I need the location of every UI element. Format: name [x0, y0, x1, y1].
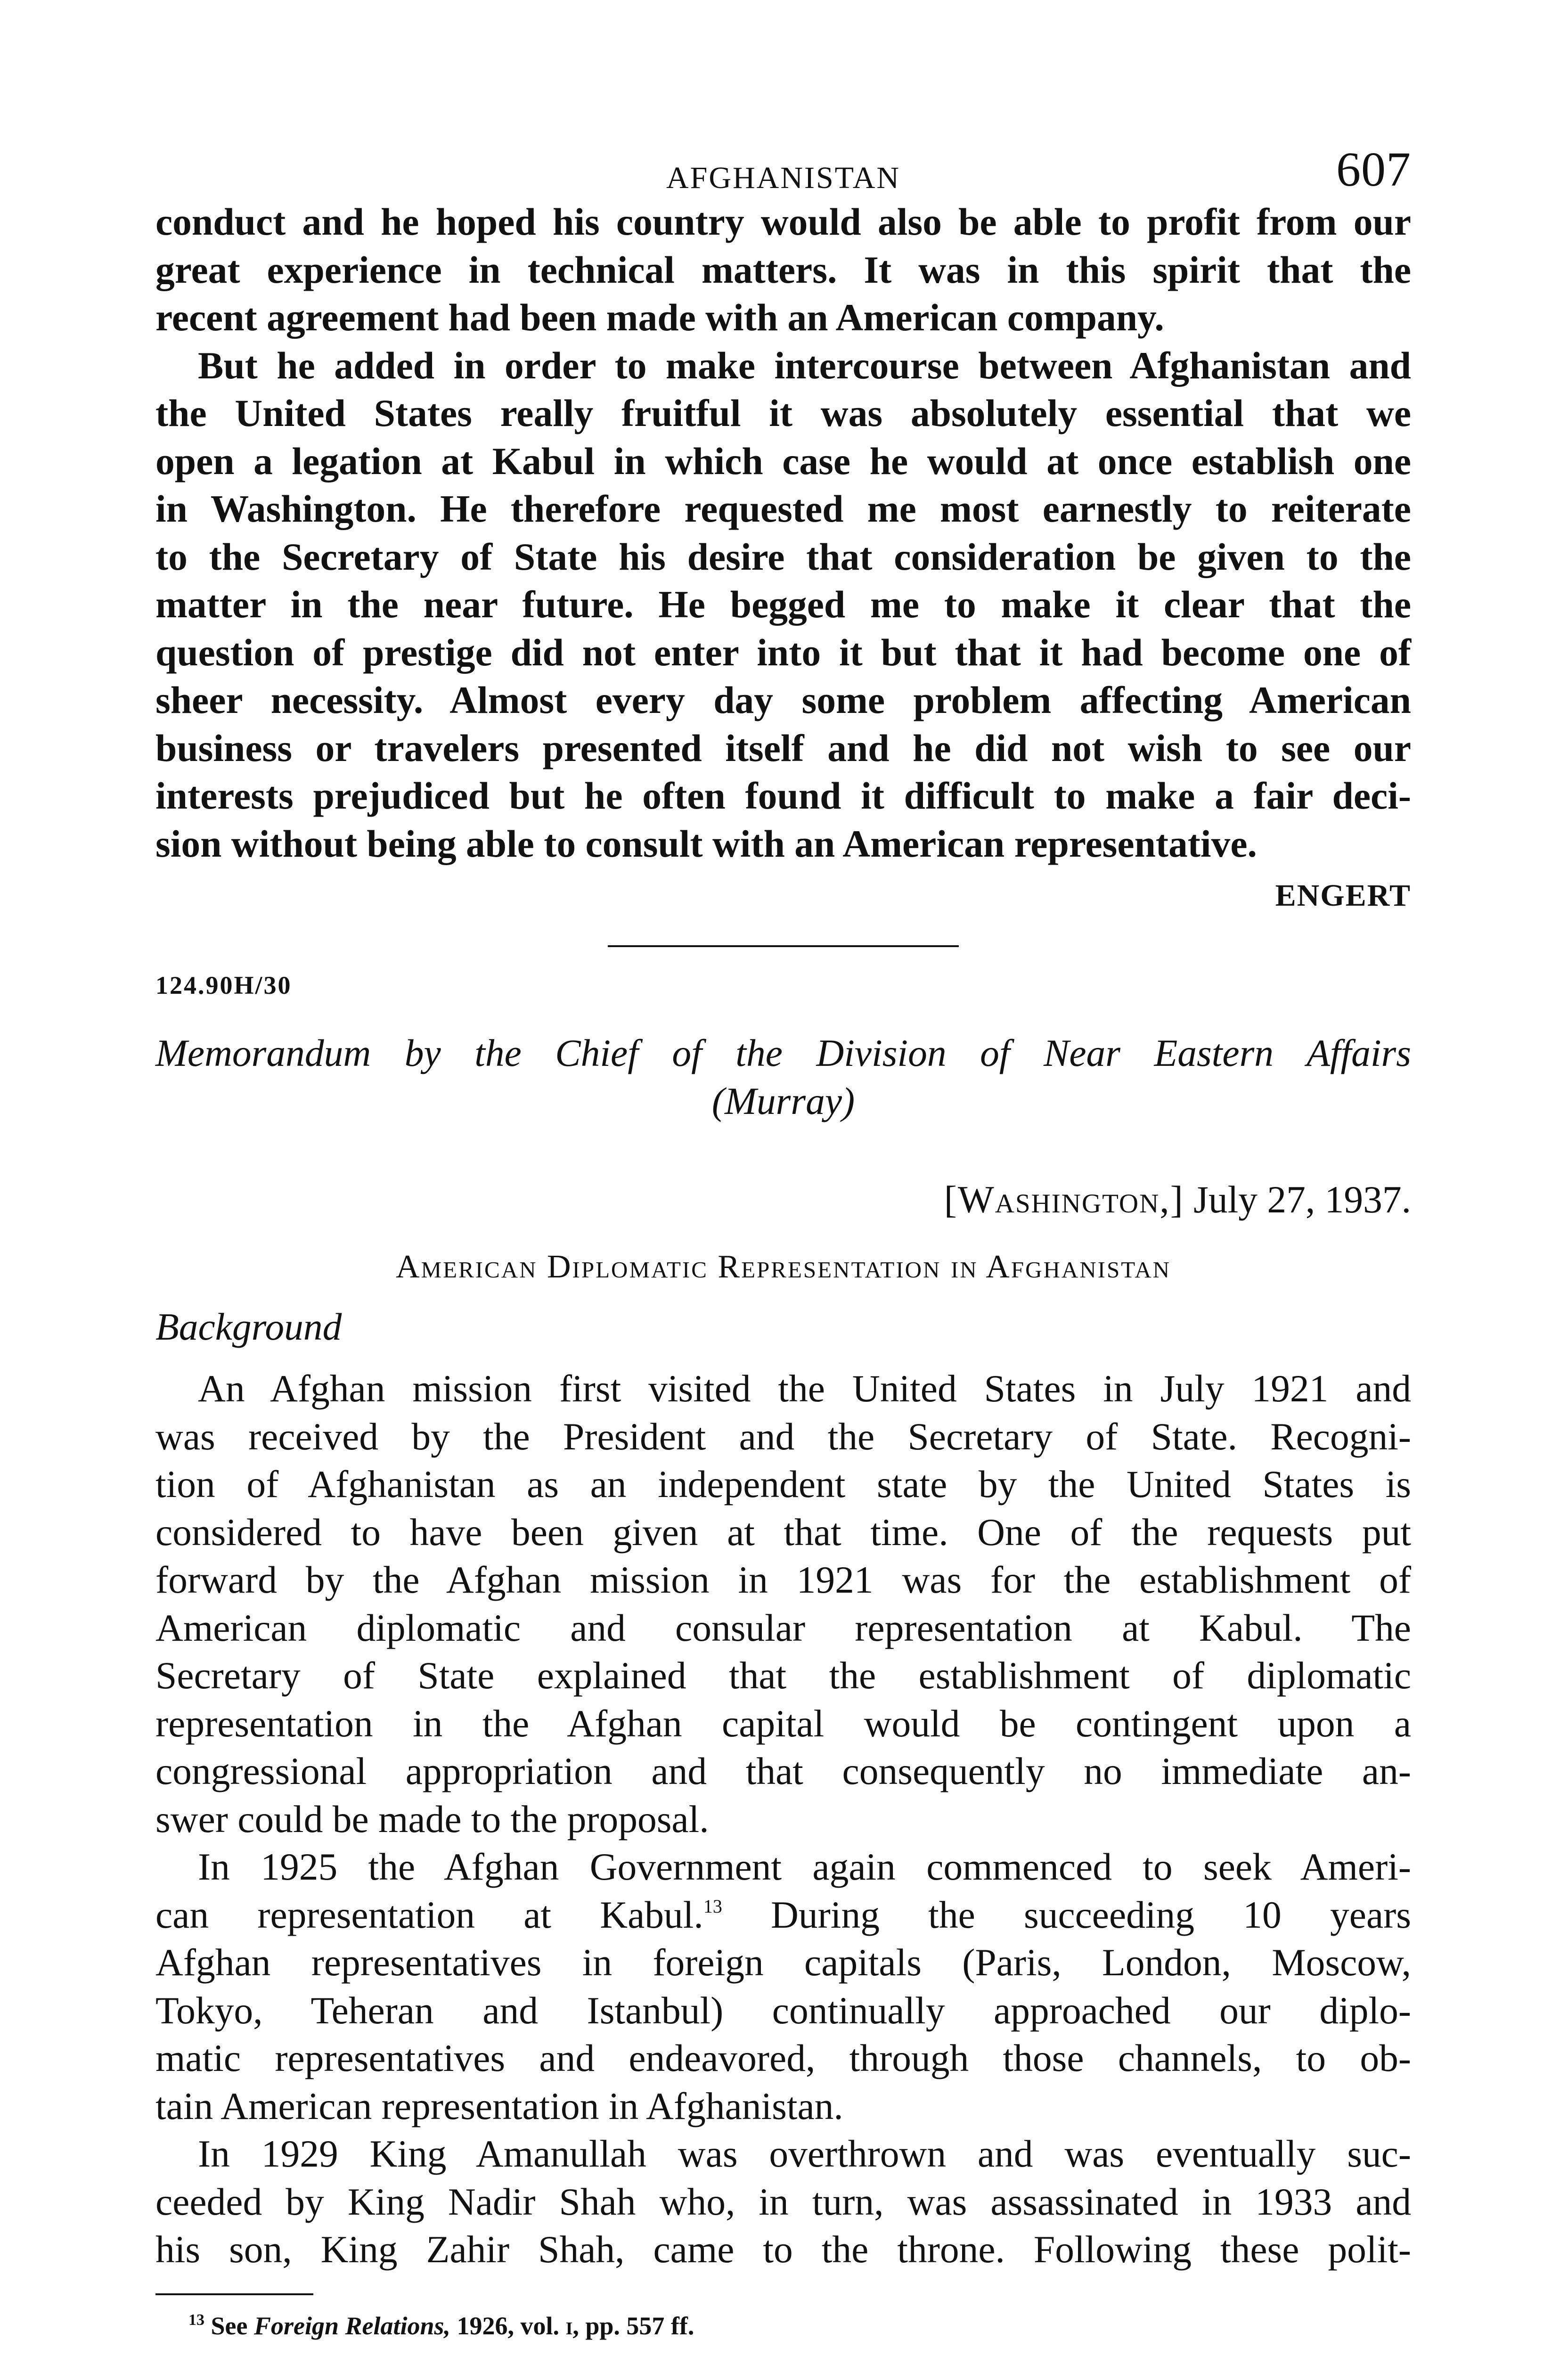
running-title: AFGHANISTAN: [666, 161, 901, 195]
text-line: American diplomatic and consular representation at Kabul. The: [155, 1606, 1411, 1649]
text-line: matter in the near future. He begged me to make it clear that the: [155, 583, 1411, 626]
text-line: But he added in order to make intercourse between Afghanistan and: [198, 344, 1411, 387]
footnote-reference: 13: [703, 1895, 722, 1917]
footnote-volume: i: [565, 2311, 573, 2340]
footnote: [188, 2309, 1411, 2342]
signature: ENGERT: [1275, 878, 1411, 913]
text-line: conduct and he hoped his country would also be able to profit from our: [155, 200, 1411, 243]
memo-title-author: (Murray): [711, 1079, 855, 1122]
text-line: Tokyo, Teheran and Istanbul) continually approached our diplo-: [155, 1988, 1411, 2032]
background-body: [155, 1365, 1411, 2274]
dateline: [155, 1176, 1411, 1224]
text-fragment: can representation at Kabul.: [155, 1893, 703, 1936]
text-line: An Afghan mission first visited the United States in July 1921 and: [198, 1367, 1411, 1410]
text-line: Secretary of State explained that the establishment of diplomatic: [155, 1654, 1411, 1697]
footnote-rule: [155, 2293, 313, 2295]
footnote-pages: , pp. 557 ff.: [572, 2311, 694, 2340]
text-line: In 1929 King Amanullah was overthrown and was eventually suc-: [198, 2132, 1411, 2175]
text-line-with-footnote: [155, 1891, 1411, 1939]
text-line: was received by the President and the Secretary of State. Recogni-: [155, 1415, 1411, 1458]
dateline-place: [Washington,]: [944, 1178, 1184, 1221]
subheading: Background: [155, 1305, 342, 1348]
text-line: considered to have been given at that time. One of the requests put: [155, 1510, 1411, 1554]
text-line: ceeded by King Nadir Shah who, in turn, was assassinated in 1933 and: [155, 2180, 1411, 2223]
text-line: congressional appropriation and that consequently no immediate an-: [155, 1750, 1411, 1792]
text-line: question of prestige did not enter into it but that it had become one of: [155, 630, 1411, 674]
footnote-marker: 13: [188, 2311, 204, 2329]
text-line: to the Secretary of State his desire that consideration be given to the: [155, 535, 1411, 578]
footnote-year: 1926, vol.: [450, 2311, 566, 2340]
text-line: great experience in technical matters. It was in this spirit that the: [155, 248, 1411, 291]
text-line: the United States really fruitful it was absolutely essential that we: [155, 392, 1411, 434]
memo-title: [155, 1029, 1411, 1125]
text-line: interests prejudiced but he often found it difficult to make a fair deci-: [155, 774, 1411, 817]
text-line: open a legation at Kabul in which case he would at once establish one: [155, 439, 1411, 483]
text-line: tain American representation in Afghanistan.: [155, 2084, 843, 2127]
text-fragment: During the succeeding 10 years: [722, 1893, 1411, 1936]
text-line: matic representatives and endeavored, through those channels, to ob-: [155, 2037, 1411, 2079]
text-line: sheer necessity. Almost every day some problem affecting American: [155, 679, 1411, 721]
continued-letter-text: [155, 198, 1411, 867]
memo-title-line: Memorandum by the Chief of the Division of Near Eastern Affairs: [155, 1031, 1411, 1074]
section-divider: [608, 945, 959, 947]
footnote-prefix: See: [204, 2311, 254, 2340]
page-number: 607: [1336, 142, 1411, 196]
running-head: [155, 141, 1411, 198]
text-line: representation in the Afghan capital would be contingent upon a: [155, 1702, 1411, 1745]
text-line: sion without being able to consult with an American representative.: [155, 822, 1257, 865]
text-line: Afghan representatives in foreign capitals (Paris, London, Moscow,: [155, 1941, 1411, 1984]
dateline-date: July 27, 1937.: [1193, 1178, 1411, 1221]
section-heading: American Diplomatic Representation in Afghanistan: [396, 1248, 1171, 1285]
text-line: his son, King Zahir Shah, came to the throne. Following these polit-: [155, 2228, 1411, 2271]
text-line: swer could be made to the proposal.: [155, 1797, 709, 1841]
text-line: tion of Afghanistan as an independent state by the United States is: [155, 1463, 1411, 1505]
file-number: 124.90H/30: [155, 971, 292, 999]
text-line: In 1925 the Afghan Government again commenced to seek Ameri-: [198, 1845, 1411, 1888]
document-page: [155, 141, 1411, 2342]
text-line: recent agreement had been made with an American company.: [155, 296, 1164, 339]
text-line: in Washington. He therefore requested me most earnestly to reiterate: [155, 487, 1411, 530]
text-line: business or travelers presented itself and he did not wish to see our: [155, 726, 1411, 769]
footnote-source-title: Foreign Relations,: [253, 2311, 451, 2340]
text-line: forward by the Afghan mission in 1921 was for the establishment of: [155, 1558, 1411, 1601]
